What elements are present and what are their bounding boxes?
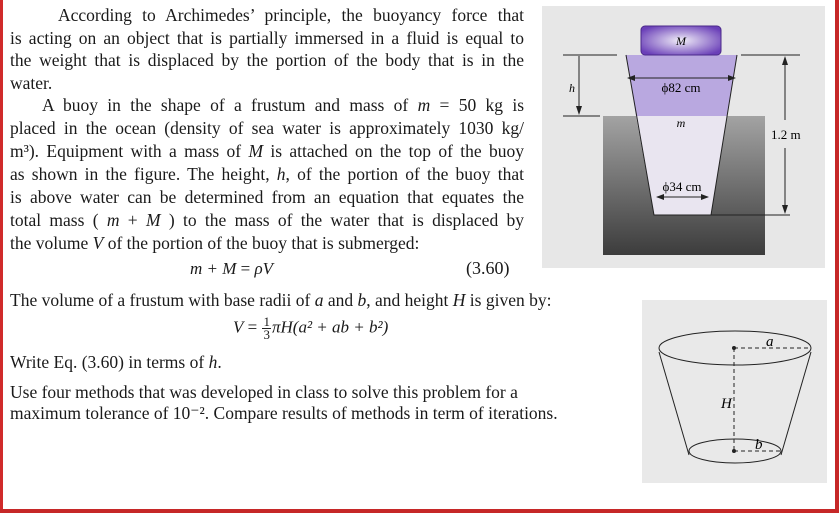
volume-equation: [233, 316, 388, 341]
volume-equals: =: [247, 317, 258, 337]
height-label: H: [721, 396, 732, 412]
top-radius-label: a: [766, 334, 774, 350]
text-segment: .: [217, 352, 222, 372]
paragraph1-line: [10, 49, 524, 71]
paragraph2-line: [10, 163, 524, 185]
text-segment: Write Eq. (3.60) in terms of: [10, 352, 209, 372]
text-segment: total mass (: [10, 210, 107, 230]
math-variable: M: [248, 141, 264, 161]
text-segment: is attached on the top of the buoy: [263, 141, 525, 161]
total-height-label: 1.2 m: [771, 127, 801, 142]
text-segment: The volume of a frustum with base radii of: [10, 290, 315, 310]
text-segment: the volume: [10, 233, 93, 253]
math-variable: V: [92, 233, 104, 253]
text-segment: +: [119, 210, 146, 230]
fraction-one-third: [262, 316, 271, 341]
math-variable: M: [145, 210, 161, 230]
fraction-numerator: 1: [263, 314, 270, 329]
math-variable: H: [452, 290, 466, 310]
paragraph2-line: [10, 186, 524, 208]
paragraph2-line: [10, 140, 524, 162]
text-segment: as shown in the figure. The height,: [10, 164, 277, 184]
text-segment: placed in the ocean (density of sea water is approximately 1030 kg/: [10, 118, 524, 138]
left-border: [0, 0, 3, 513]
text-segment: A buoy in the shape of a frustum and mass of: [42, 95, 418, 115]
volume-intro-line: [10, 289, 551, 311]
text-segment: Use four methods that was developed in class to solve this problem for a: [10, 382, 518, 402]
text-segment: is above water can be determined from an equation that equates the: [10, 187, 524, 207]
math-variable: b: [357, 290, 367, 310]
buoy-mass-label: m: [676, 116, 686, 130]
math-variable: h: [276, 164, 286, 184]
paragraph1-line: [10, 27, 524, 49]
paragraph2-line: [42, 94, 524, 116]
text-segment: of the portion of the buoy that is submerged:: [103, 233, 420, 253]
equation-3-60: [190, 259, 273, 279]
text-segment: According to Archimedes’ principle, the buoyancy force that: [58, 5, 524, 25]
volume-lhs: V: [233, 317, 244, 337]
math-variable: m: [417, 95, 431, 115]
text-segment: is acting on an object that is partially immersed in a fluid is equal to: [10, 27, 524, 48]
paragraph2-line: [10, 232, 419, 254]
volume-rhs: πH(a² + ab + b²): [271, 317, 389, 337]
top-center-dot: [732, 346, 736, 350]
frustum-figure: [640, 298, 830, 486]
text-segment: m³). Equipment with a mass of: [10, 141, 249, 161]
equation-lhs: m + M: [190, 259, 237, 278]
paragraph1-line: [10, 72, 52, 94]
bottom-diameter-label: ϕ34 cm: [662, 179, 702, 194]
text-segment: the weight that is displaced by the portion of the body that is in the: [10, 50, 524, 70]
height-above-label: h: [569, 81, 575, 95]
paragraph2-line: [10, 117, 524, 139]
equation-equals: =: [240, 259, 251, 278]
text-segment: water.: [10, 72, 53, 93]
paragraph2-line: [10, 209, 524, 231]
text-segment: is given by:: [465, 290, 552, 310]
text-segment: ) to the mass of the water that is displaced by: [160, 210, 525, 230]
math-variable: m: [106, 210, 120, 230]
paragraph1-line: [58, 4, 524, 26]
bottom-radius-label: b: [755, 437, 763, 453]
text-segment: , and height: [366, 290, 453, 310]
fraction-denominator: 3: [263, 327, 270, 342]
equation-number: (3.60): [466, 258, 510, 278]
write-line-line: [10, 351, 222, 373]
task-line: [10, 381, 518, 403]
math-variable: a: [314, 290, 324, 310]
bottom-border: [0, 509, 839, 513]
bottom-center-dot: [732, 449, 736, 453]
top-diameter-label: ϕ82 cm: [661, 80, 701, 95]
math-variable: h: [208, 352, 218, 372]
task-line: [10, 402, 558, 424]
equipment-mass-label: M: [676, 34, 686, 48]
right-border: [835, 0, 839, 513]
text-segment: , of the portion of the buoy that: [285, 164, 524, 184]
text-segment: = 50 kg is: [430, 95, 525, 115]
text-segment: maximum tolerance of 10⁻². Compare results of methods in term of iterations.: [10, 403, 558, 423]
buoy-figure: [540, 0, 835, 270]
text-segment: and: [323, 290, 358, 310]
equation-rhs: ρV: [254, 259, 274, 278]
